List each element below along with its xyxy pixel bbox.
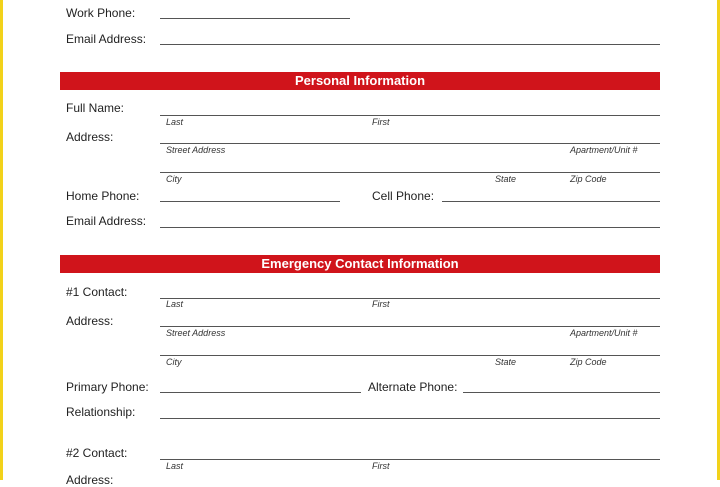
contact-2-label: #2 Contact: bbox=[66, 446, 128, 460]
personal-information-header bbox=[60, 72, 660, 90]
emergency-contact-title: Emergency Contact Information bbox=[261, 256, 459, 271]
alternate-phone-label: Alternate Phone: bbox=[368, 380, 458, 394]
home-phone-field[interactable] bbox=[160, 201, 340, 202]
street-address-field[interactable] bbox=[160, 143, 660, 144]
personal-email-field[interactable] bbox=[160, 227, 660, 228]
last-name-caption: Last bbox=[166, 117, 184, 127]
work-phone-label: Work Phone: bbox=[66, 6, 136, 20]
contact-1-label: #1 Contact: bbox=[66, 285, 128, 299]
zip-code-caption: Zip Code bbox=[570, 174, 607, 184]
work-phone-field[interactable] bbox=[160, 18, 350, 19]
state-caption: State bbox=[495, 174, 517, 184]
contact-1-address-label: Address: bbox=[66, 314, 114, 328]
city-state-zip-field[interactable] bbox=[160, 172, 660, 173]
contact-1-city-caption: City bbox=[166, 357, 182, 367]
contact-2-last-caption: Last bbox=[166, 461, 184, 471]
contact-2-first-caption: First bbox=[372, 461, 390, 471]
city-caption: City bbox=[166, 174, 182, 184]
alternate-phone-field[interactable] bbox=[463, 392, 660, 393]
emergency-contact-header bbox=[60, 255, 660, 273]
cell-phone-field[interactable] bbox=[442, 201, 660, 202]
contact-1-name-field[interactable] bbox=[160, 298, 660, 299]
email-address-label: Email Address: bbox=[66, 32, 147, 46]
first-name-caption: First bbox=[372, 117, 390, 127]
personal-information-title: Personal Information bbox=[294, 73, 426, 88]
apartment-unit-caption: Apartment/Unit # bbox=[570, 145, 638, 155]
full-name-label: Full Name: bbox=[66, 101, 125, 115]
contact-1-city-state-zip-field[interactable] bbox=[160, 355, 660, 356]
cell-phone-label: Cell Phone: bbox=[372, 189, 435, 203]
relationship-field[interactable] bbox=[160, 418, 660, 419]
contact-1-zip-caption: Zip Code bbox=[570, 357, 607, 367]
contact-1-first-caption: First bbox=[372, 299, 390, 309]
contact-2-address-label: Address: bbox=[66, 473, 114, 487]
personal-email-label: Email Address: bbox=[66, 214, 147, 228]
contact-1-street-field[interactable] bbox=[160, 326, 660, 327]
page-frame-left bbox=[0, 0, 3, 480]
contact-1-apt-caption: Apartment/Unit # bbox=[570, 328, 638, 338]
relationship-label: Relationship: bbox=[66, 405, 136, 419]
contact-1-street-caption: Street Address bbox=[166, 328, 226, 338]
home-phone-label: Home Phone: bbox=[66, 189, 140, 203]
contact-2-name-field[interactable] bbox=[160, 459, 660, 460]
address-label: Address: bbox=[66, 130, 114, 144]
primary-phone-label: Primary Phone: bbox=[66, 380, 149, 394]
contact-1-state-caption: State bbox=[495, 357, 517, 367]
full-name-field[interactable] bbox=[160, 115, 660, 116]
contact-1-last-caption: Last bbox=[166, 299, 184, 309]
primary-phone-field[interactable] bbox=[160, 392, 361, 393]
email-address-field[interactable] bbox=[160, 44, 660, 45]
street-address-caption: Street Address bbox=[166, 145, 226, 155]
